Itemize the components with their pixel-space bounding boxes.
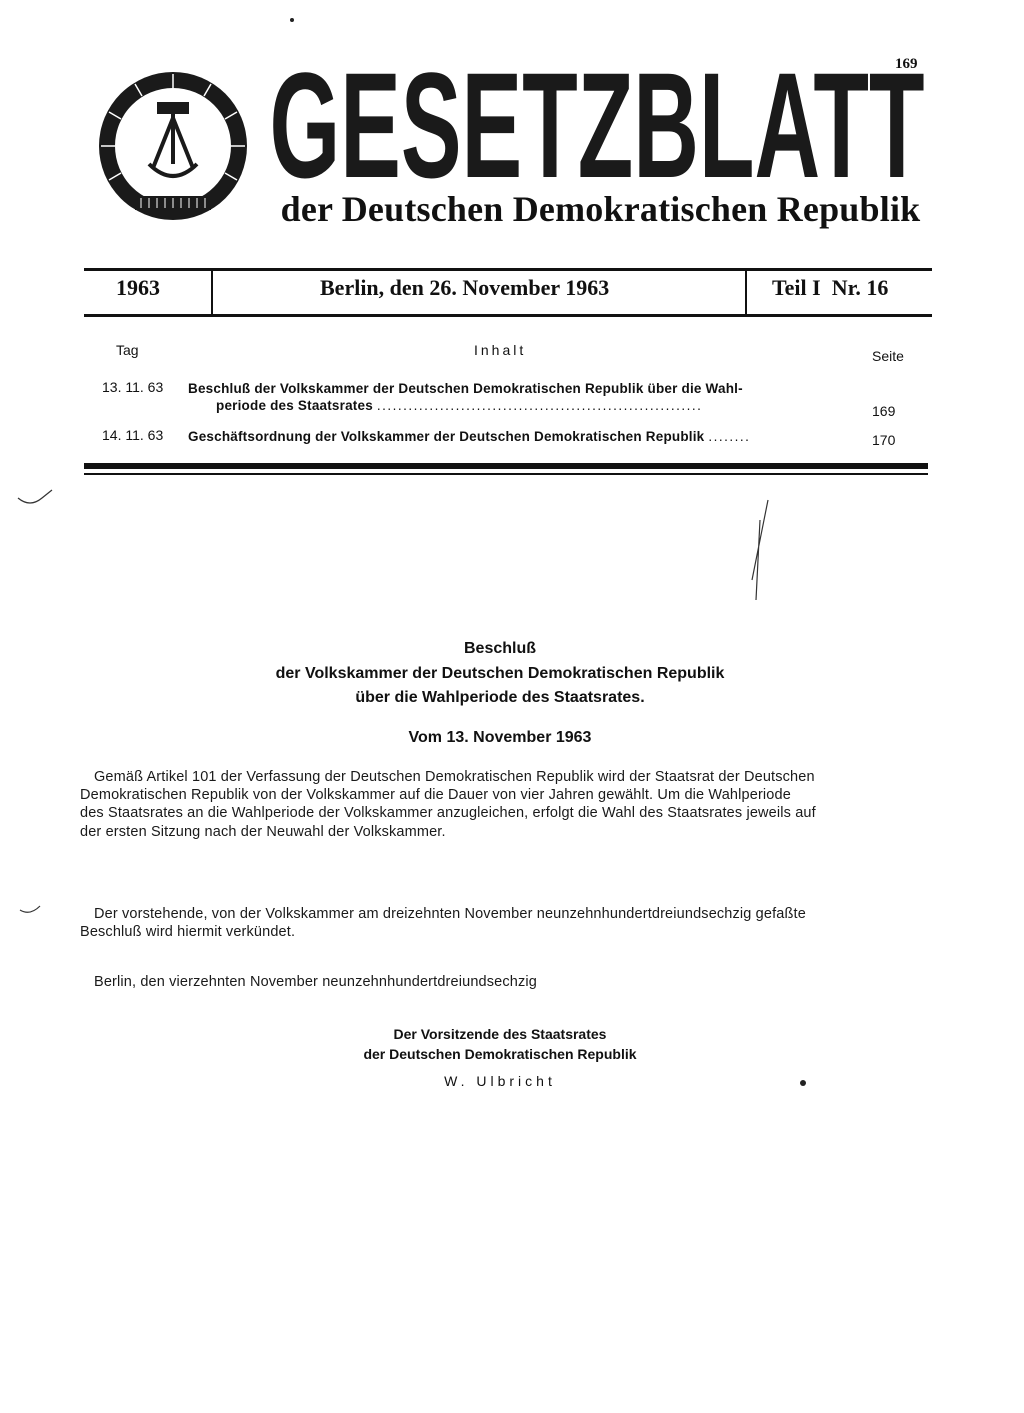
toc-col-content: Inhalt <box>474 342 527 358</box>
paragraph-line: Gemäß Artikel 101 der Verfassung der Deutschen Demokratischen Republik wird der Staatsrat der Deutschen <box>94 769 815 785</box>
signature-title-line2: der Deutschen Demokratischen Republik <box>363 1046 637 1062</box>
toc-entry-title-line2: periode des Staatsrates <box>216 398 373 413</box>
toc-entry-date: 13. 11. 63 <box>102 379 164 395</box>
resolution-date: Vom 13. November 1963 <box>408 729 592 746</box>
signature-title: Der Vorsitzende des Staatsrates <box>393 1026 607 1042</box>
resolution-title-line3: über die Wahlperiode des Staatsrates. <box>355 689 645 706</box>
resolution-title-line2: der Volkskammer der Deutschen Demokratischen Republik <box>275 665 725 682</box>
toc-entry-page: 169 <box>872 403 896 419</box>
toc-leader-dots: ........ <box>708 429 751 444</box>
paragraph-line: Demokratischen Republik von der Volkskammer auf die Dauer von vier Jahren gewählt. Um die Wahlperiode <box>80 787 791 803</box>
toc-col-date: Tag <box>116 342 139 358</box>
masthead-subtitle: der Deutschen Demokratischen Republik <box>280 189 921 229</box>
page-number: 169 <box>895 56 918 72</box>
signature-name: W. Ulbricht <box>444 1073 556 1089</box>
masthead-title-text: GESETZBLATT <box>269 62 925 192</box>
issue-date: Berlin, den 26. November 1963 <box>320 275 610 300</box>
toc-leader-dots: .............................................................. <box>376 398 703 413</box>
place-date: Berlin, den vierzehnten November neunzehnhundertdreiundsechzig <box>94 974 537 990</box>
toc-entry-title: Geschäftsordnung der Volkskammer der Deutschen Demokratischen Republik <box>188 429 705 444</box>
toc-entry-title: Beschluß der Volkskammer der Deutschen Demokratischen Republik über die Wahl- <box>188 381 743 396</box>
paragraph-line: der ersten Sitzung nach der Neuwahl der Volkskammer. <box>80 824 446 840</box>
paragraph-line: Beschluß wird hiermit verkündet. <box>80 924 296 940</box>
issue-number: Teil I Nr. 16 <box>772 275 889 300</box>
toc-entry-date: 14. 11. 63 <box>102 427 164 443</box>
issue-year: 1963 <box>116 275 160 300</box>
paragraph-line: Der vorstehende, von der Volkskammer am dreizehnten November neunzehnhundertdreiundsechzig gefaßte <box>94 906 806 922</box>
toc-col-page: Seite <box>872 348 904 364</box>
paragraph-line: des Staatsrates an die Wahlperiode der Volkskammer anzugleichen, erfolgt die Wahl des Staatsrates jeweils auf <box>80 805 816 821</box>
resolution-title: Beschluß <box>463 640 536 657</box>
toc-entry-page: 170 <box>872 432 896 448</box>
